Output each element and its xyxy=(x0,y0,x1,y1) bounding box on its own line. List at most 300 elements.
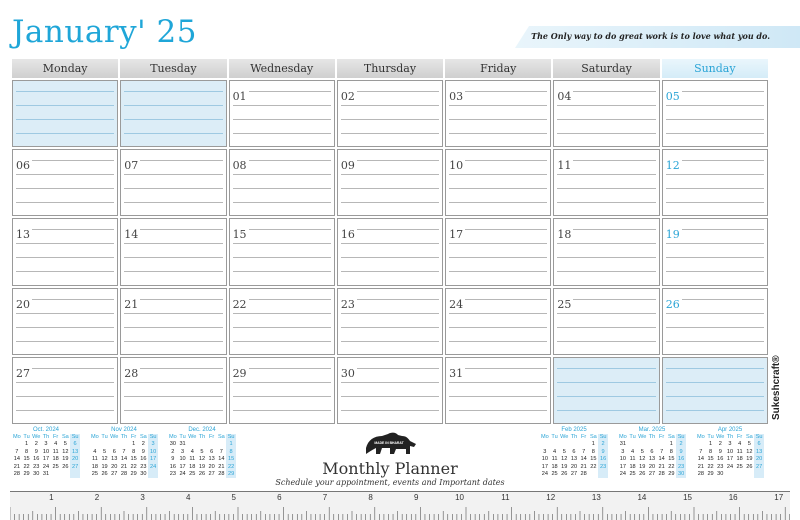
writing-line xyxy=(16,410,114,411)
writing-line xyxy=(124,174,222,175)
mini-day: 28 xyxy=(218,471,225,478)
writing-line xyxy=(16,91,114,92)
mini-day: 31 xyxy=(179,441,186,448)
weekday-header-saturday: Saturday xyxy=(553,59,659,78)
mini-day: 24 xyxy=(726,463,734,470)
mini-day: 5 xyxy=(200,448,204,455)
day-cell[interactable] xyxy=(120,149,226,216)
ruler-label: 2 xyxy=(94,493,100,502)
writing-line xyxy=(233,327,331,328)
mini-day: 22 xyxy=(590,463,597,470)
mini-day: 8 xyxy=(132,448,136,455)
mini-day xyxy=(61,471,71,478)
day-number: 03 xyxy=(449,90,464,103)
mini-weekday-label: Tu xyxy=(179,434,186,440)
mini-day: 29 xyxy=(23,471,30,478)
day-cell[interactable] xyxy=(337,357,443,424)
day-number: 08 xyxy=(232,159,247,173)
mini-day: 19 xyxy=(101,463,108,470)
day-cell[interactable] xyxy=(229,218,335,285)
mini-day: 24 xyxy=(619,471,626,478)
mini-day: 20 xyxy=(111,463,118,470)
writing-line xyxy=(449,119,547,120)
writing-line xyxy=(666,327,764,328)
mini-day: 11 xyxy=(52,448,59,455)
mini-day: 20 xyxy=(208,463,215,470)
mini-day: 3 xyxy=(180,448,185,455)
mini-calendar xyxy=(168,427,236,478)
mini-day: 19 xyxy=(561,463,568,470)
writing-line xyxy=(449,257,547,258)
writing-line xyxy=(16,188,114,189)
day-cell[interactable] xyxy=(337,80,443,147)
mini-calendar-title: Nov 2024 xyxy=(111,427,137,433)
mini-day xyxy=(187,441,197,448)
ruler-label: 15 xyxy=(683,493,692,502)
writing-line xyxy=(233,257,331,258)
ruler-label: 13 xyxy=(591,493,601,502)
day-cell[interactable] xyxy=(229,288,335,355)
writing-line xyxy=(124,202,222,203)
day-cell[interactable] xyxy=(229,357,335,424)
day-number: 21 xyxy=(124,297,139,311)
mini-day: 3 xyxy=(621,448,625,455)
writing-line xyxy=(16,202,114,203)
mini-day: 2 xyxy=(676,441,686,448)
day-cell[interactable] xyxy=(12,357,118,424)
mini-weekday-label: Mo xyxy=(618,434,627,440)
mini-day: 25 xyxy=(736,463,743,470)
day-cell[interactable] xyxy=(120,357,226,424)
writing-line xyxy=(666,410,764,411)
day-number: 07 xyxy=(124,159,139,173)
mini-day: 3 xyxy=(543,448,547,455)
mini-day: 11 xyxy=(91,456,98,463)
writing-line xyxy=(666,341,764,342)
mini-day: 14 xyxy=(218,456,225,463)
day-cell[interactable] xyxy=(120,288,226,355)
writing-line xyxy=(124,91,222,92)
mini-day: 28 xyxy=(580,471,587,478)
writing-line xyxy=(341,396,439,397)
mini-day: 30 xyxy=(677,471,685,478)
ruler-label: 17 xyxy=(774,493,784,502)
day-number: 12 xyxy=(665,159,680,173)
writing-line xyxy=(449,174,547,175)
day-number: 26 xyxy=(665,297,680,311)
mini-day xyxy=(569,441,579,448)
mini-day xyxy=(696,441,706,448)
mini-day: 8 xyxy=(24,448,29,455)
mini-day: 19 xyxy=(746,456,753,463)
mini-day: 21 xyxy=(658,463,665,470)
mini-day: 9 xyxy=(141,448,145,455)
mini-day: 1 xyxy=(132,441,136,448)
day-number: 18 xyxy=(557,228,572,242)
writing-line xyxy=(124,382,222,383)
day-number: 14 xyxy=(124,228,139,242)
mini-day: 2 xyxy=(718,441,722,448)
mini-weekday-label: Th xyxy=(198,434,206,440)
mini-day: 18 xyxy=(629,463,636,470)
mini-day: 30 xyxy=(169,441,176,448)
mini-calendar xyxy=(12,427,80,478)
mini-weekday-label: Tu xyxy=(551,434,558,440)
day-cell[interactable] xyxy=(553,218,659,285)
mini-day: 15 xyxy=(23,456,30,463)
mini-day: 5 xyxy=(63,441,67,448)
mini-day: 12 xyxy=(746,448,753,455)
writing-line xyxy=(557,257,655,258)
mini-day: 15 xyxy=(668,456,675,463)
mini-day: 16 xyxy=(717,456,724,463)
day-number: 04 xyxy=(557,90,572,103)
mini-day: 13 xyxy=(648,456,656,463)
ruler-label: 16 xyxy=(728,493,738,502)
mini-day: 5 xyxy=(640,448,644,455)
ruler-label: 3 xyxy=(140,493,145,502)
day-number: 20 xyxy=(16,297,30,311)
mini-day: 24 xyxy=(42,463,50,470)
mini-day: 10 xyxy=(726,448,734,455)
mini-weekday-label: Th xyxy=(570,434,578,440)
writing-line xyxy=(666,202,764,203)
writing-line xyxy=(124,133,222,134)
mini-day: 14 xyxy=(120,456,128,463)
day-number: 25 xyxy=(557,297,572,311)
mini-day: 4 xyxy=(630,448,635,455)
mini-day: 17 xyxy=(541,463,548,470)
empty-day-cell[interactable] xyxy=(12,80,118,147)
writing-line xyxy=(449,396,547,397)
day-cell[interactable] xyxy=(445,357,551,424)
mini-day: 18 xyxy=(551,463,558,470)
ruler xyxy=(10,491,790,520)
writing-line xyxy=(16,105,114,106)
mini-day: 20 xyxy=(648,463,656,470)
ruler-label: 8 xyxy=(368,493,373,502)
mini-day: 21 xyxy=(120,463,128,470)
writing-line xyxy=(233,396,331,397)
mini-day: 8 xyxy=(708,448,713,455)
mini-calendar-title: Dec. 2024 xyxy=(188,427,216,433)
mini-day: 30 xyxy=(717,471,724,478)
writing-line xyxy=(16,257,114,258)
mini-day: 24 xyxy=(541,471,548,478)
writing-line xyxy=(341,341,439,342)
day-number: 28 xyxy=(124,366,139,380)
mini-weekday-label: Sa xyxy=(745,434,753,440)
mini-day: 8 xyxy=(226,449,236,456)
mini-day: 1 xyxy=(591,441,595,448)
mini-day: 25 xyxy=(91,471,98,478)
mini-day: 15 xyxy=(707,456,714,463)
mini-day: 14 xyxy=(580,456,587,463)
writing-line xyxy=(666,368,764,369)
day-cell[interactable] xyxy=(445,149,551,216)
writing-line xyxy=(666,188,764,189)
mini-day: 23 xyxy=(677,463,685,470)
day-cell[interactable] xyxy=(229,149,335,216)
mini-day: 13 xyxy=(755,448,763,455)
mini-day: 9 xyxy=(34,448,38,455)
mini-day: 2 xyxy=(141,441,145,448)
mini-day: 4 xyxy=(54,441,58,448)
mini-weekday-label: Tu xyxy=(707,434,714,440)
mini-day: 7 xyxy=(122,448,126,455)
mini-day: 14 xyxy=(13,456,20,463)
mini-weekday-label: Sa xyxy=(667,434,675,440)
mini-day: 2 xyxy=(34,441,38,448)
writing-line xyxy=(557,105,655,106)
ruler-background xyxy=(10,491,790,520)
day-number: 19 xyxy=(665,228,680,242)
day-cell[interactable] xyxy=(445,218,551,285)
mini-weekday-label: Fr xyxy=(209,434,215,440)
writing-line xyxy=(16,174,114,175)
weekday-header-monday: Monday xyxy=(12,59,118,78)
mini-weekday-label: Fr xyxy=(737,434,743,440)
weekday-header-row xyxy=(12,59,768,78)
day-cell[interactable] xyxy=(12,218,118,285)
mini-day xyxy=(90,441,100,448)
mini-weekday-label: Su xyxy=(227,434,235,440)
writing-line xyxy=(16,271,114,272)
mini-day: 4 xyxy=(190,448,194,455)
day-cell[interactable] xyxy=(445,80,551,147)
mini-day: 24 xyxy=(179,471,186,478)
mini-day: 27 xyxy=(208,471,215,478)
mini-day: 18 xyxy=(736,456,743,463)
mini-day: 1 xyxy=(669,441,673,448)
mini-day: 30 xyxy=(140,471,147,478)
mini-day xyxy=(598,471,608,478)
mini-day: 4 xyxy=(552,448,557,455)
mini-calendar-title: Apr 2025 xyxy=(717,427,743,433)
mini-day xyxy=(745,471,755,478)
writing-line xyxy=(557,188,655,189)
mini-day: 16 xyxy=(33,456,40,463)
writing-line xyxy=(666,119,764,120)
day-number: 16 xyxy=(340,228,355,242)
day-cell[interactable] xyxy=(337,218,443,285)
day-number: 10 xyxy=(449,159,464,173)
mini-weekday-label: Tu xyxy=(629,434,636,440)
mini-day: 26 xyxy=(746,463,753,470)
day-cell[interactable] xyxy=(337,288,443,355)
mini-day: 5 xyxy=(747,441,751,448)
writing-line xyxy=(233,133,331,134)
day-number: 30 xyxy=(340,366,355,380)
mini-day: 9 xyxy=(171,456,175,463)
ruler-label: 4 xyxy=(185,493,191,502)
writing-line xyxy=(124,410,222,411)
mini-day: 11 xyxy=(629,456,636,463)
day-cell[interactable] xyxy=(553,80,659,147)
mini-day: 10 xyxy=(42,448,50,455)
mini-day: 21 xyxy=(697,463,704,470)
mini-day: 6 xyxy=(572,448,576,455)
mini-day xyxy=(100,441,110,448)
day-number: 11 xyxy=(557,159,572,173)
writing-line xyxy=(233,174,331,175)
mini-day: 16 xyxy=(169,463,176,470)
mini-weekday-label: Mo xyxy=(90,434,99,440)
mini-day: 6 xyxy=(70,441,80,448)
mini-day: 26 xyxy=(101,471,108,478)
writing-line xyxy=(233,119,331,120)
writing-line xyxy=(557,313,655,314)
writing-line xyxy=(557,243,655,244)
mini-day: 25 xyxy=(551,471,558,478)
mini-day: 20 xyxy=(570,463,578,470)
mini-day: 2 xyxy=(171,448,175,455)
weekday-header-friday: Friday xyxy=(445,59,551,78)
mini-day: 9 xyxy=(718,448,722,455)
day-number: 05 xyxy=(665,90,680,103)
writing-line xyxy=(233,202,331,203)
writing-line xyxy=(557,271,655,272)
empty-day-cell[interactable] xyxy=(662,357,768,424)
writing-line xyxy=(233,271,331,272)
mini-weekday-label: We xyxy=(32,434,41,440)
planner-title: Monthly Planner xyxy=(322,459,458,478)
writing-line xyxy=(557,174,655,175)
writing-line xyxy=(233,105,331,106)
mini-day: 11 xyxy=(736,448,743,455)
logo-text: MADE IN BHARAT xyxy=(374,441,404,445)
mini-day: 23 xyxy=(599,463,607,470)
mini-day: 17 xyxy=(179,463,186,470)
day-number: 02 xyxy=(340,90,355,103)
day-number: 27 xyxy=(16,366,30,380)
day-cell[interactable] xyxy=(662,80,768,147)
mini-day: 5 xyxy=(102,448,107,455)
writing-line xyxy=(341,133,439,134)
writing-line xyxy=(449,243,547,244)
day-cell[interactable] xyxy=(337,149,443,216)
writing-line xyxy=(341,202,439,203)
mini-day xyxy=(579,441,589,448)
day-cell[interactable] xyxy=(553,149,659,216)
writing-line xyxy=(341,105,439,106)
mini-day: 23 xyxy=(169,471,176,478)
page-title: January' 25 xyxy=(12,14,197,50)
mini-day xyxy=(119,441,129,448)
ruler-label: 14 xyxy=(637,493,647,502)
mini-weekday-label: We xyxy=(716,434,725,440)
day-number: 29 xyxy=(232,366,247,380)
mini-day: 13 xyxy=(111,456,118,463)
mini-day: 27 xyxy=(111,471,118,478)
weekday-header-tuesday: Tuesday xyxy=(120,59,226,78)
writing-line xyxy=(124,105,222,106)
writing-line xyxy=(449,382,547,383)
ruler-label: 12 xyxy=(546,493,556,502)
mini-day: 27 xyxy=(755,463,763,470)
writing-line xyxy=(557,133,655,134)
empty-day-cell[interactable] xyxy=(553,357,659,424)
mini-day: 10 xyxy=(541,456,548,463)
mini-calendar-title: Oct. 2024 xyxy=(32,427,59,433)
writing-line xyxy=(124,271,222,272)
ruler-label: 1 xyxy=(49,493,54,502)
mini-day: 20 xyxy=(71,456,79,463)
mini-weekday-label: Su xyxy=(755,434,763,440)
day-number: 09 xyxy=(340,159,355,173)
mini-day xyxy=(12,441,22,448)
mini-day: 17 xyxy=(619,463,626,470)
mini-calendar xyxy=(618,427,686,478)
mini-day: 31 xyxy=(42,471,50,478)
mini-weekday-label: Sa xyxy=(589,434,597,440)
empty-day-cell[interactable] xyxy=(120,80,226,147)
day-cell[interactable] xyxy=(662,218,768,285)
mini-day: 26 xyxy=(62,463,69,470)
mini-day: 24 xyxy=(149,463,157,470)
mini-day: 1 xyxy=(708,441,713,448)
writing-line xyxy=(16,243,114,244)
writing-line xyxy=(449,105,547,106)
mini-day: 10 xyxy=(179,456,186,463)
day-cell[interactable] xyxy=(120,218,226,285)
mini-weekday-label: Mo xyxy=(696,434,705,440)
writing-line xyxy=(449,313,547,314)
writing-line xyxy=(124,313,222,314)
day-cell[interactable] xyxy=(445,288,551,355)
day-cell[interactable] xyxy=(12,149,118,216)
day-cell[interactable] xyxy=(662,149,768,216)
mini-day: 21 xyxy=(580,463,587,470)
ruler-label: 7 xyxy=(322,493,328,502)
mini-day: 18 xyxy=(189,463,196,470)
mini-day: 16 xyxy=(599,456,607,463)
mini-day: 12 xyxy=(62,448,69,455)
mini-day: 22 xyxy=(707,463,714,470)
mini-day: 6 xyxy=(112,448,116,455)
lion-logo xyxy=(360,428,424,458)
day-number: 31 xyxy=(449,366,464,380)
writing-line xyxy=(341,119,439,120)
day-number: 24 xyxy=(449,297,464,311)
mini-weekday-label: Fr xyxy=(53,434,59,440)
mini-weekday-label: We xyxy=(110,434,119,440)
mini-day: 10 xyxy=(619,456,626,463)
mini-day: 13 xyxy=(208,456,215,463)
day-cell[interactable] xyxy=(662,288,768,355)
mini-weekday-label: Sa xyxy=(139,434,147,440)
day-cell[interactable] xyxy=(553,288,659,355)
ruler-label: 10 xyxy=(455,493,464,502)
writing-line xyxy=(16,119,114,120)
mini-weekday-label: Su xyxy=(677,434,685,440)
mini-day: 16 xyxy=(677,456,685,463)
mini-day: 18 xyxy=(52,456,59,463)
writing-line xyxy=(341,174,439,175)
writing-line xyxy=(449,133,547,134)
writing-line xyxy=(666,174,764,175)
mini-day xyxy=(148,471,158,478)
writing-line xyxy=(449,202,547,203)
mini-day: 7 xyxy=(699,448,703,455)
mini-day: 19 xyxy=(198,463,206,470)
mini-weekday-label: Su xyxy=(599,434,607,440)
day-cell[interactable] xyxy=(12,288,118,355)
mini-day xyxy=(540,441,550,448)
mini-day: 4 xyxy=(93,448,97,455)
writing-line xyxy=(233,382,331,383)
day-cell[interactable] xyxy=(229,80,335,147)
